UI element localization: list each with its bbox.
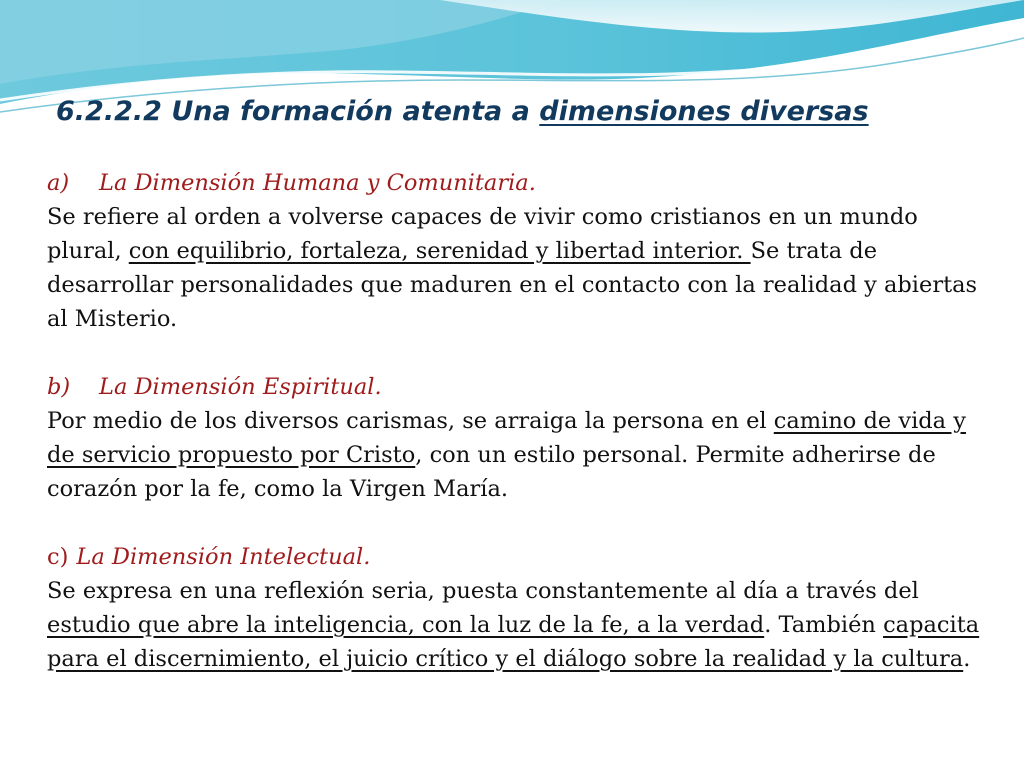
list-marker: a) — [47, 170, 70, 196]
slide-body — [47, 166, 982, 676]
section-heading — [47, 370, 982, 404]
section-paragraph — [47, 404, 982, 506]
paragraph-text: . También — [764, 612, 884, 638]
section-heading — [47, 540, 982, 574]
title-underlined: dimensiones diversas — [539, 96, 869, 127]
section-paragraph — [47, 200, 982, 336]
paragraph-text: Se refiere al orden a volverse capaces de vivir como cristianos en un mundo plural, — [47, 204, 918, 264]
paragraph-underlined: estudio que abre la inteligencia, con la luz de la fe, a la verdad — [47, 612, 765, 638]
paragraph-text: , con un estilo personal. Permite adherirse de corazón por la fe, como la Virgen María. — [47, 442, 936, 502]
paragraph-text: Se expresa en una reflexión seria, puesta constantemente al día a través del — [47, 578, 919, 604]
heading-text: La Dimensión Espiritual. — [99, 374, 382, 400]
title-prefix: 6.2.2.2 Una formación atenta a — [56, 96, 540, 127]
paragraph-text: Se trata de desarrollar personalidades que maduren en el contacto con la realidad y abiertas al Misterio. — [47, 238, 978, 332]
paragraph-text: . — [963, 646, 971, 672]
section-intellectual — [47, 540, 982, 676]
list-marker: b) — [47, 374, 71, 400]
slide-title — [56, 96, 869, 127]
section-paragraph — [47, 574, 982, 676]
paragraph-underlined: camino de vida y de servicio propuesto por Cristo — [47, 408, 966, 468]
paragraph-underlined: capacita para el discernimiento, el juicio crítico y el diálogo sobre la realidad y la cultura — [47, 612, 980, 672]
section-human-community — [47, 166, 982, 336]
paragraph-underlined: con equilibrio, fortaleza, serenidad y libertad interior. — [128, 238, 751, 264]
heading-text: La Dimensión Intelectual. — [76, 544, 371, 570]
section-heading — [47, 166, 982, 200]
list-marker: c) — [47, 544, 69, 570]
paragraph-text: Por medio de los diversos carismas, se arraiga la persona en el — [47, 408, 774, 434]
heading-text: La Dimensión Humana y Comunitaria. — [99, 170, 536, 196]
section-spiritual — [47, 370, 982, 506]
